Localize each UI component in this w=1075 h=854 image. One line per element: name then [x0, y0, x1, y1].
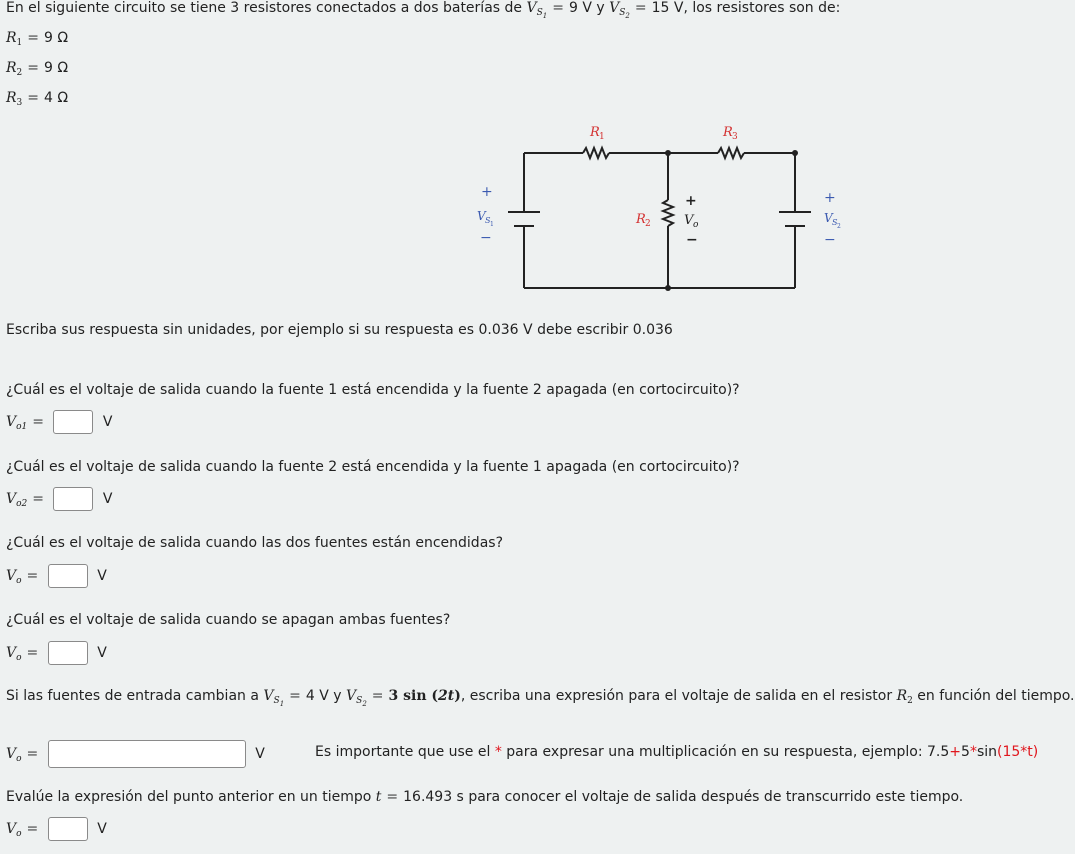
vo-label — [684, 193, 699, 248]
svg-text:+: + — [685, 193, 697, 209]
vs2-label — [824, 190, 841, 248]
intro-text: En el siguiente circuito se tiene 3 resistores conectados a dos baterías de $V_{S_1} = 9$ V y $V_{S_2} = 15$ V, los resistores son de: — [6, 0, 841, 20]
question-1-answer-row: $V_{o1} = V$ — [6, 410, 113, 434]
svg-text:V: V — [477, 209, 486, 223]
vo1-input[interactable] — [53, 410, 93, 434]
evaluate-text: Evalúe la expresión del punto anterior en un tiempo t = 16.493 s para conocer el voltaje de salida después de transcurrido este tiempo. — [6, 789, 964, 805]
svg-text:S: S — [485, 216, 491, 225]
question-3-text: ¿Cuál es el voltaje de salida cuando las dos fuentes están encendidas? — [6, 535, 503, 551]
vo-both-input[interactable] — [48, 564, 88, 588]
expression-input[interactable] — [48, 740, 246, 768]
svg-text:+: + — [481, 184, 493, 200]
svg-text:R: R — [636, 212, 646, 227]
svg-text:V: V — [684, 213, 694, 228]
question-2-answer-row: $V_{o2} = V$ — [6, 487, 113, 511]
svg-text:1: 1 — [599, 132, 605, 142]
question-1-text: ¿Cuál es el voltaje de salida cuando la fuente 1 está encendida y la fuente 2 apagada (en cortocircuito)? — [6, 382, 740, 398]
vo2-input[interactable] — [53, 487, 93, 511]
svg-text:o: o — [693, 220, 699, 230]
svg-text:2: 2 — [837, 223, 841, 230]
r2-label — [635, 212, 651, 229]
circuit-diagram — [460, 118, 860, 298]
instruction-text: Escriba sus respuesta sin unidades, por ejemplo si su respuesta es 0.036 V debe escribir 0.036 — [6, 322, 673, 338]
svg-text:S: S — [832, 218, 838, 227]
svg-text:−: − — [824, 232, 836, 248]
question-3-answer-row: $V_o = V$ — [6, 564, 107, 588]
svg-text:+: + — [824, 190, 836, 206]
multiplication-note: Es importante que use el * para expresar una multiplicación en su respuesta, ejemplo: 7.5+5*sin(15*t) — [315, 744, 1039, 760]
question-2-text: ¿Cuál es el voltaje de salida cuando la fuente 2 está encendida y la fuente 1 apagada (en cortocircuito)? — [6, 459, 740, 475]
resistor-r1-value: $R_1 = 9$ Ω — [6, 30, 69, 48]
svg-text:−: − — [480, 230, 492, 246]
svg-text:3: 3 — [732, 132, 738, 142]
r1-label — [589, 125, 605, 142]
vo-off-input[interactable] — [48, 641, 88, 665]
change-sources-text: Si las fuentes de entrada cambian a $V_{S_1} = 4$ V y $V_{S_2} = 3$ sin (2t), escriba una expresión para el voltaje de salida en el resistor $R_2$ en función del tiempo. — [6, 688, 1075, 708]
svg-text:V: V — [824, 211, 833, 225]
final-answer-row: $V_o = V$ — [6, 817, 107, 841]
expression-answer-row: $V_o = V$ — [6, 740, 265, 768]
question-4-text: ¿Cuál es el voltaje de salida cuando se apagan ambas fuentes? — [6, 612, 451, 628]
svg-text:R: R — [723, 125, 733, 140]
svg-text:1: 1 — [490, 221, 494, 228]
resistor-r3-value: $R_3 = 4$ Ω — [6, 90, 69, 108]
vs1-label — [477, 184, 494, 246]
svg-text:−: − — [686, 232, 698, 248]
r3-label — [722, 125, 738, 142]
resistor-r2-value: $R_2 = 9$ Ω — [6, 60, 69, 78]
svg-text:2: 2 — [645, 219, 651, 229]
question-4-answer-row: $V_o = V$ — [6, 641, 107, 665]
vo-evaluated-input[interactable] — [48, 817, 88, 841]
svg-text:R: R — [590, 125, 600, 140]
